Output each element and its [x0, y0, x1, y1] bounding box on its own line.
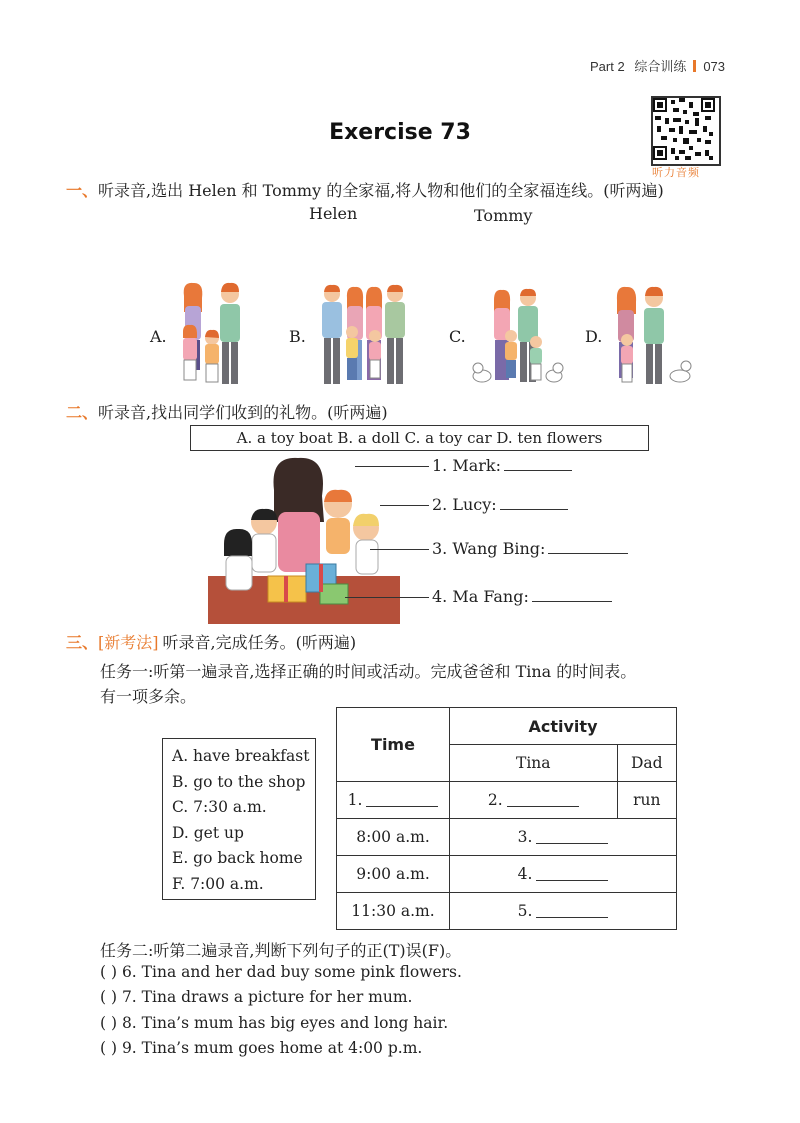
gift-options-box: A. a toy boat B. a doll C. a toy car D. ten flowers [190, 425, 649, 451]
answer-blank[interactable] [536, 903, 608, 918]
choices-box [162, 738, 316, 900]
statement-8[interactable]: ( ) 8. Tina’s mum has big eyes and long hair. [100, 1014, 449, 1032]
choice-c: C. 7:30 a.m. [172, 798, 267, 816]
name-helen: Helen [309, 204, 358, 223]
choice-e: E. go back home [172, 849, 303, 867]
row4-time-cell: 11:30 a.m. [337, 893, 450, 930]
timetable [336, 707, 677, 930]
option-a-label: A. [150, 327, 167, 346]
answer-blank[interactable] [500, 495, 568, 510]
gift-item-4-label: 4. Ma Fang: [432, 587, 529, 606]
section-3-heading [66, 630, 356, 653]
gift-item-3-label: 3. Wang Bing: [432, 539, 546, 558]
answer-blank[interactable] [504, 456, 572, 471]
row4-activity-cell [450, 893, 677, 930]
section-1-number: 一、 [66, 181, 99, 200]
row1-tina-cell [450, 782, 618, 819]
family-picture-b [316, 280, 408, 388]
activity-header: Activity [450, 708, 677, 745]
row1-time-cell [337, 782, 450, 819]
page-title: Exercise 73 [329, 120, 471, 145]
section-2-number: 二、 [66, 403, 99, 422]
task1-instruction-line1: 任务一:听第一遍录音,选择正确的时间或活动。完成爸爸和 Tina 的时间表。 [100, 662, 637, 681]
section-1-instruction: 听录音,选出 Helen 和 Tommy 的全家福,将人物和他们的全家福连线。(听两遍) [98, 181, 664, 200]
qr-label: 听力音频 [652, 167, 700, 179]
gift-item-3 [432, 539, 628, 558]
answer-blank[interactable] [548, 539, 628, 554]
option-b-label: B. [289, 327, 306, 346]
blank-number: 2. [487, 791, 503, 809]
blank-number: 1. [347, 791, 363, 809]
choice-d: D. get up [172, 823, 244, 842]
section-3-instruction: 听录音,完成任务。(听两遍) [162, 633, 357, 652]
choice-b: B. go to the shop [172, 772, 306, 791]
answer-blank[interactable] [536, 866, 608, 881]
row2-time-cell: 8:00 a.m. [337, 819, 450, 856]
leader-line-1 [355, 466, 429, 467]
statement-9[interactable]: ( ) 9. Tina’s mum goes home at 4:00 p.m. [100, 1039, 423, 1057]
gift-item-2-label: 2. Lucy: [432, 495, 497, 514]
answer-blank[interactable] [507, 792, 579, 807]
blank-number: 3. [517, 828, 533, 846]
new-format-tag: [新考法] [98, 633, 159, 652]
tina-header: Tina [450, 745, 618, 782]
row3-activity-cell [450, 856, 677, 893]
section-3-number: 三、 [66, 633, 99, 652]
task2-instruction: 任务二:听第二遍录音,判断下列句子的正(T)误(F)。 [100, 941, 462, 960]
leader-line-3 [370, 549, 429, 550]
section-1-heading [66, 178, 664, 201]
blank-number: 5. [517, 902, 533, 920]
gift-item-1 [432, 456, 572, 475]
answer-blank[interactable] [536, 829, 608, 844]
row2-activity-cell [450, 819, 677, 856]
part-label: Part 2 [590, 59, 625, 74]
leader-line-2 [380, 505, 429, 506]
row3-time-cell: 9:00 a.m. [337, 856, 450, 893]
statement-6[interactable]: ( ) 6. Tina and her dad buy some pink flowers. [100, 963, 462, 981]
task1-instruction-line2: 有一项多余。 [100, 687, 197, 706]
blank-number: 4. [517, 865, 533, 883]
gift-item-4 [432, 587, 612, 606]
leader-line-4 [345, 597, 429, 598]
dad-header: Dad [617, 745, 676, 782]
option-d-label: D. [585, 327, 603, 346]
choice-f: F. 7:00 a.m. [172, 874, 264, 893]
family-picture-d [610, 282, 694, 388]
page-header [590, 56, 725, 75]
choice-a: A. have breakfast [172, 747, 310, 765]
answer-blank[interactable] [366, 792, 438, 807]
gift-item-1-label: 1. Mark: [432, 456, 502, 475]
name-tommy: Tommy [474, 206, 533, 225]
page-number: 073 [703, 59, 726, 74]
classroom-gift-illustration [208, 452, 400, 624]
statement-7[interactable]: ( ) 7. Tina draws a picture for her mum. [100, 988, 413, 1006]
divider [693, 60, 696, 72]
time-header: Time [337, 708, 450, 782]
row1-dad-cell: run [617, 782, 676, 819]
section-2-heading [66, 400, 388, 423]
section-2-instruction: 听录音,找出同学们收到的礼物。(听两遍) [98, 403, 388, 422]
family-picture-a [172, 278, 254, 390]
family-picture-c [472, 284, 564, 388]
section-label: 综合训练 [634, 59, 687, 74]
answer-blank[interactable] [532, 587, 612, 602]
option-c-label: C. [449, 327, 466, 346]
gift-item-2 [432, 495, 568, 514]
